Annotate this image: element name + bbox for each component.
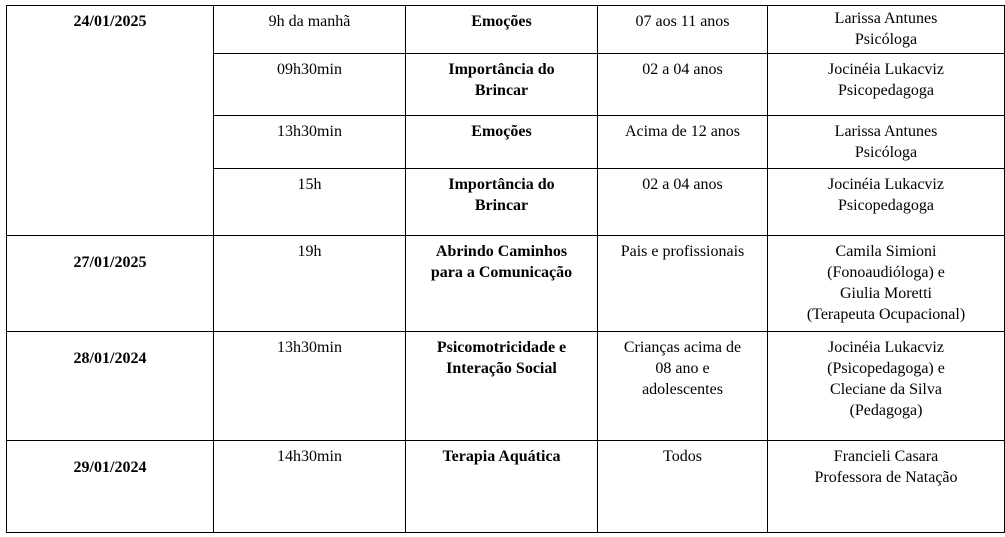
speaker-cell bbox=[768, 441, 1005, 533]
time-text: 9h da manhã bbox=[268, 13, 351, 30]
audience-cell bbox=[598, 332, 768, 441]
audience-text: Crianças acima de bbox=[623, 339, 742, 356]
speaker-name: Jocinéia Lukacviz bbox=[828, 339, 944, 356]
time-text: 13h30min bbox=[277, 339, 342, 356]
theme-text: Importância do bbox=[448, 176, 555, 193]
theme-text: Importância do bbox=[448, 61, 555, 78]
date-text: 28/01/2024 bbox=[73, 350, 147, 367]
speaker-name: Giulia Moretti bbox=[840, 285, 932, 302]
theme-cell bbox=[406, 441, 598, 533]
date-cell bbox=[7, 332, 214, 441]
speaker-name: Jocinéia Lukacviz bbox=[828, 61, 944, 78]
audience-text: 07 aos 11 anos bbox=[635, 13, 730, 30]
table-row bbox=[7, 441, 1005, 533]
speaker-cell bbox=[768, 6, 1005, 54]
theme-text: para a Comunicação bbox=[430, 264, 573, 281]
audience-text: adolescentes bbox=[642, 381, 723, 398]
time-text: 14h30min bbox=[277, 448, 342, 465]
time-cell bbox=[214, 169, 406, 236]
theme-text: Brincar bbox=[474, 82, 529, 99]
audience-text: Acima de 12 anos bbox=[624, 123, 741, 140]
speaker-cell bbox=[768, 116, 1005, 169]
theme-text: Interação Social bbox=[446, 360, 557, 377]
date-text: 27/01/2025 bbox=[73, 254, 147, 271]
time-text: 13h30min bbox=[277, 123, 342, 140]
date-cell bbox=[7, 441, 214, 533]
speaker-role: Professora de Natação bbox=[814, 469, 958, 486]
theme-cell bbox=[406, 332, 598, 441]
speaker-cell bbox=[768, 169, 1005, 236]
audience-text: 08 ano e bbox=[655, 360, 710, 377]
speaker-role: Psicóloga bbox=[854, 31, 918, 48]
table-row bbox=[7, 6, 1005, 54]
schedule-table bbox=[6, 5, 1005, 533]
speaker-role: Psicóloga bbox=[854, 144, 918, 161]
table-row bbox=[7, 236, 1005, 332]
theme-cell bbox=[406, 116, 598, 169]
audience-text: 02 a 04 anos bbox=[642, 176, 723, 193]
speaker-name: Jocinéia Lukacviz bbox=[828, 176, 944, 193]
speaker-cell bbox=[768, 236, 1005, 332]
speaker-role: (Pedagoga) bbox=[849, 402, 923, 419]
audience-cell bbox=[598, 6, 768, 54]
theme-text: Psicomotricidade e bbox=[436, 339, 567, 356]
theme-text: Emoções bbox=[471, 123, 532, 140]
speaker-role: (Psicopedagoga) e bbox=[827, 360, 945, 377]
speaker-role: (Fonoaudióloga) e bbox=[827, 264, 945, 281]
speaker-role: (Terapeuta Ocupacional) bbox=[806, 306, 966, 323]
time-text: 09h30min bbox=[277, 61, 342, 78]
date-text: 24/01/2025 bbox=[73, 13, 147, 30]
audience-cell bbox=[598, 236, 768, 332]
time-cell bbox=[214, 332, 406, 441]
date-text: 29/01/2024 bbox=[73, 459, 147, 476]
time-cell bbox=[214, 116, 406, 169]
audience-text: 02 a 04 anos bbox=[642, 61, 723, 78]
date-cell bbox=[7, 6, 214, 236]
speaker-cell bbox=[768, 54, 1005, 116]
audience-cell bbox=[598, 54, 768, 116]
table-row bbox=[7, 332, 1005, 441]
theme-text: Abrindo Caminhos bbox=[435, 243, 568, 260]
date-cell bbox=[7, 236, 214, 332]
theme-text: Terapia Aquática bbox=[442, 448, 561, 465]
time-text: 19h bbox=[297, 243, 322, 260]
speaker-name: Camila Simioni bbox=[835, 243, 937, 260]
speaker-name: Cleciane da Silva bbox=[830, 381, 942, 398]
theme-cell bbox=[406, 236, 598, 332]
speaker-name: Larissa Antunes bbox=[834, 10, 938, 27]
time-cell bbox=[214, 441, 406, 533]
theme-cell bbox=[406, 169, 598, 236]
theme-text: Brincar bbox=[474, 197, 529, 214]
audience-cell bbox=[598, 116, 768, 169]
speaker-cell bbox=[768, 332, 1005, 441]
theme-cell bbox=[406, 54, 598, 116]
time-cell bbox=[214, 236, 406, 332]
time-cell bbox=[214, 6, 406, 54]
audience-text: Todos bbox=[663, 448, 702, 465]
speaker-name: Larissa Antunes bbox=[834, 123, 938, 140]
audience-cell bbox=[598, 441, 768, 533]
speaker-role: Psicopedagoga bbox=[838, 82, 934, 99]
time-cell bbox=[214, 54, 406, 116]
audience-text: Pais e profissionais bbox=[620, 243, 745, 260]
speaker-name: Francieli Casara bbox=[833, 448, 939, 465]
speaker-role: Psicopedagoga bbox=[838, 197, 934, 214]
time-text: 15h bbox=[297, 176, 322, 193]
theme-text: Emoções bbox=[471, 13, 532, 30]
theme-cell bbox=[406, 6, 598, 54]
audience-cell bbox=[598, 169, 768, 236]
